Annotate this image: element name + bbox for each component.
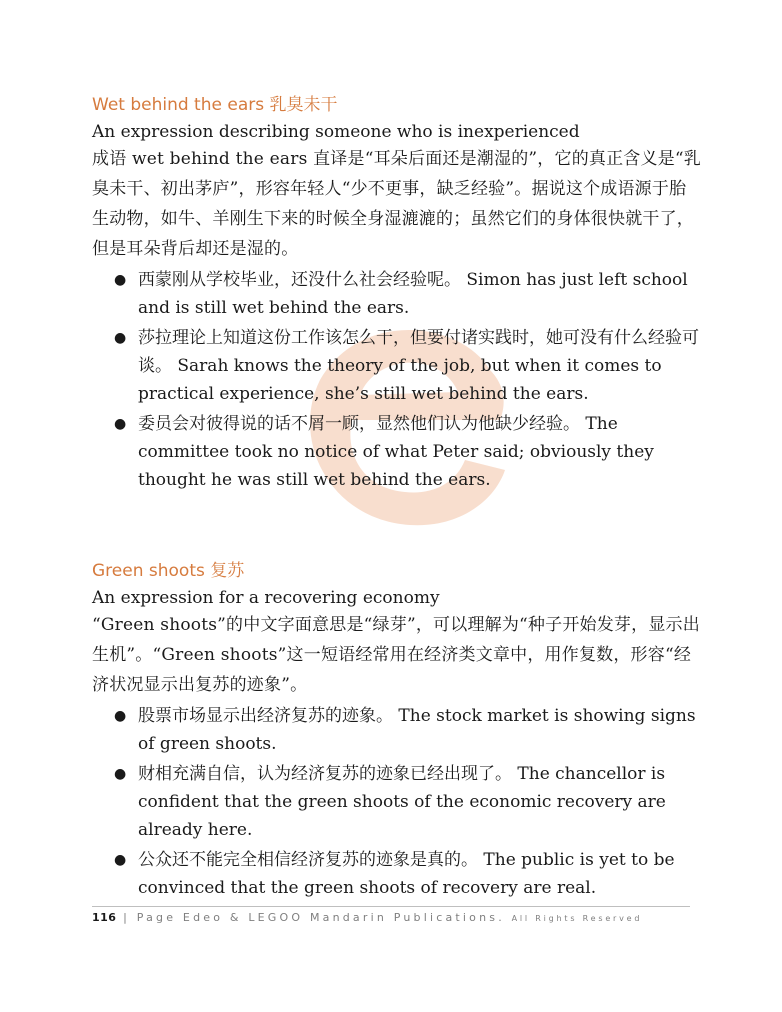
publisher-name: Edeo & LEGOO Mandarin Publications.: [182, 911, 505, 924]
bullet-icon: ●: [114, 330, 127, 346]
idiom-explanation: 成语 wet behind the ears 直译是“耳朵后面还是潮湿的”，它的真正含义是“乳臭未干、初出茅庐”，形容年轻人“少不更事，缺乏经验”。据说这个成语源于胎生动物，如牛、羊刚生下来的时候全身湿漉漉的；虽然它们的身体很快就干了，但是耳朵背后却还是湿的。: [92, 149, 701, 259]
example-item: [114, 410, 702, 494]
example-item: [114, 324, 702, 408]
example-item: [114, 702, 702, 758]
bullet-icon: ●: [114, 708, 127, 724]
example-text: 委员会对彼得说的话不屑一顾，显然他们认为他缺少经验。 The committee took no notice of what Peter said; obviously they thought he was still wet behind the ears.: [138, 414, 654, 490]
example-text: 财相充满自信，认为经济复苏的迹象已经出现了。 The chancellor is confident that the green shoots of the economic recovery are already here.: [138, 764, 666, 840]
example-list: [92, 266, 702, 494]
footer-separator: |: [116, 911, 137, 924]
example-text: 公众还不能完全相信经济复苏的迹象是真的。 The public is yet to be convinced that the green shoots of recovery are real.: [138, 850, 675, 898]
example-item: [114, 846, 702, 902]
idiom-explanation: “Green shoots”的中文字面意思是“绿芽”，可以理解为“种子开始发芽，显示出生机”。“Green shoots”这一短语经常用在经济类文章中，用作复数，形容“经济状况显示出复苏的迹象”。: [92, 615, 700, 695]
rights-notice: All Rights Reserved: [511, 914, 643, 923]
bullet-icon: ●: [114, 766, 127, 782]
example-item: [114, 266, 702, 322]
example-item: [114, 760, 702, 844]
example-text: 股票市场显示出经济复苏的迹象。 The stock market is showing signs of green shoots.: [138, 706, 696, 754]
bullet-icon: ●: [114, 272, 127, 288]
example-text: 西蒙刚从学校毕业，还没什么社会经验呢。 Simon has just left school and is still wet behind the ears.: [138, 270, 688, 318]
page-footer: [92, 906, 690, 924]
page-label: Page: [136, 911, 177, 924]
idiom-definition: An expression describing someone who is inexperienced: [92, 122, 580, 142]
example-list: [92, 702, 702, 902]
page-number: 116: [92, 911, 117, 924]
idiom-definition: An expression for a recovering economy: [92, 588, 440, 608]
idiom-heading: Wet behind the ears 乳臭未干: [92, 95, 338, 115]
idiom-section-wet-behind-the-ears: [92, 94, 702, 496]
bullet-icon: ●: [114, 416, 127, 432]
bullet-icon: ●: [114, 852, 127, 868]
idiom-section-green-shoots: [92, 560, 702, 904]
example-text: 莎拉理论上知道这份工作该怎么干，但要付诸实践时，她可没有什么经验可谈。 Sarah knows the theory of the job, but when it comes to practical experience, she’s still wet behind the ears.: [138, 328, 699, 404]
idiom-heading: Green shoots 复苏: [92, 561, 245, 581]
